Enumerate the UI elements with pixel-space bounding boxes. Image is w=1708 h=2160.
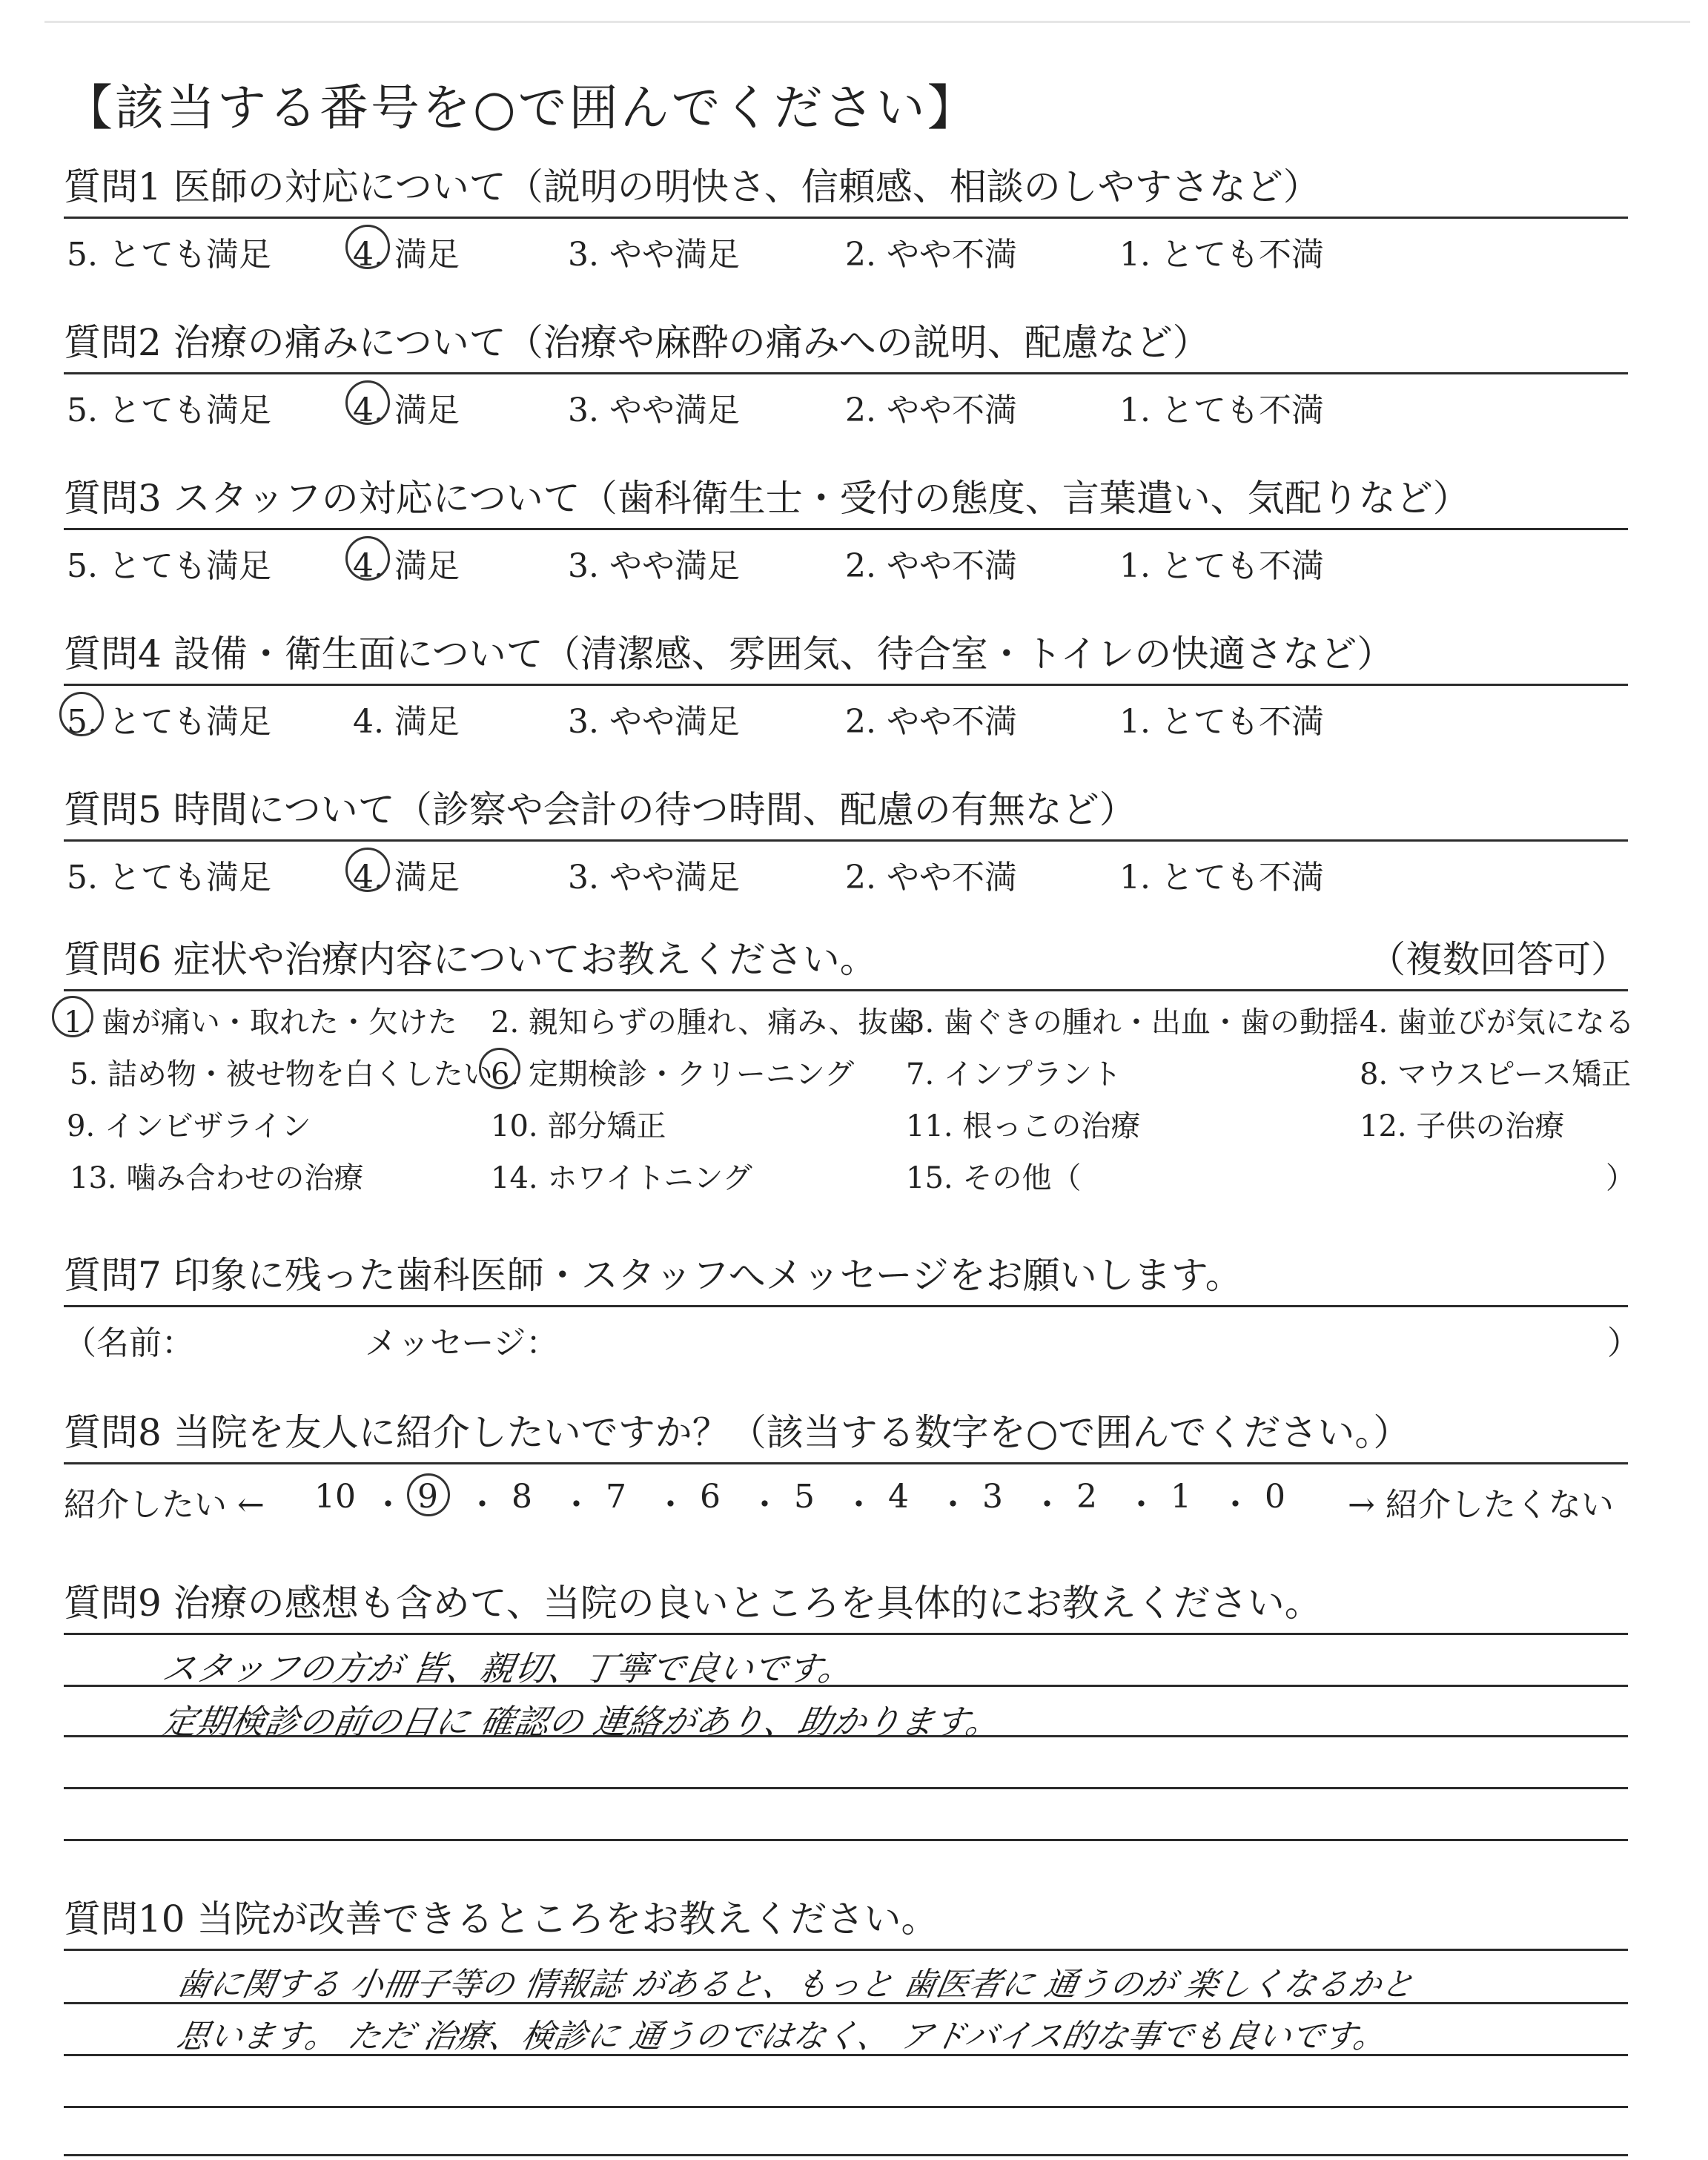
symptom-option[interactable]: 2. 親知らずの腫れ、痛み、抜歯: [491, 1005, 918, 1040]
scale-separator: ・: [1219, 1486, 1252, 1524]
question-4-rule: [64, 684, 1628, 686]
scale-separator: ・: [371, 1486, 405, 1524]
scale-value[interactable]: 10: [314, 1478, 356, 1516]
scale-separator: ・: [654, 1486, 687, 1524]
rating-option[interactable]: 4. 満足: [353, 703, 460, 741]
rating-option[interactable]: 1. とても不満: [1119, 703, 1324, 741]
question-6-title: 質問6 症状や治療内容についてお教えください。: [64, 938, 877, 981]
scale-separator: ・: [1030, 1486, 1064, 1524]
rating-option[interactable]: 4. 満足: [353, 392, 460, 429]
name-label: （名前：: [64, 1324, 194, 1362]
question-9: [64, 1579, 1628, 1635]
message-label: メッセージ：: [365, 1324, 559, 1362]
symptom-option[interactable]: 12. 子供の治療: [1360, 1109, 1565, 1143]
scale-left-label: 紹介したい ←: [64, 1486, 265, 1524]
question-1-rule: [64, 217, 1628, 219]
symptom-option[interactable]: 7. インプラント: [906, 1057, 1122, 1091]
question-5: [64, 786, 1628, 896]
question-3: [64, 475, 1628, 585]
symptom-options: [64, 999, 1635, 1221]
handwritten-answer-9-line-2: 定期検診の前の日に 確認の 連絡があり、助かります。: [159, 1702, 1004, 1742]
rating-option[interactable]: 4. 満足: [353, 547, 460, 585]
symptom-option[interactable]: 14. ホワイトニング: [491, 1161, 752, 1195]
rating-option[interactable]: 1. とても不満: [1119, 392, 1324, 429]
rating-option[interactable]: 2. やや不満: [845, 547, 1017, 585]
selected-circle-mark: [59, 692, 104, 736]
rating-option[interactable]: 2. やや不満: [845, 859, 1017, 896]
answer-line: [64, 1787, 1628, 1789]
scale-value[interactable]: 7: [606, 1478, 626, 1516]
rating-option[interactable]: 5. とても満足: [67, 236, 271, 274]
rating-option[interactable]: 5. とても満足: [67, 547, 271, 585]
rating-option[interactable]: 2. やや不満: [845, 703, 1017, 741]
question-10: [64, 1895, 1628, 1951]
handwritten-answer-9-line-1: スタッフの方が 皆、親切、丁寧で良いです。: [159, 1648, 857, 1688]
scan-edge-line: [44, 21, 1690, 23]
answer-line: [64, 1839, 1628, 1841]
question-9-rule: [64, 1633, 1628, 1635]
question-5-title: 質問5 時間について（診察や会計の待つ時間、配慮の有無など）: [64, 788, 1136, 831]
scale-separator: ・: [560, 1486, 593, 1524]
symptom-option[interactable]: 1. 歯が痛い・取れた・欠けた: [64, 1005, 457, 1040]
scale-value[interactable]: 6: [700, 1478, 721, 1516]
symptom-option[interactable]: 11. 根っこの治療: [906, 1109, 1141, 1143]
symptom-option[interactable]: 5. 詰め物・被せ物を白くしたい: [70, 1057, 493, 1091]
scale-separator: ・: [466, 1486, 499, 1524]
scale-value[interactable]: 1: [1171, 1478, 1191, 1516]
symptom-option[interactable]: 13. 噛み合わせの治療: [70, 1161, 364, 1195]
instructions-header: 【該当する番号を○で囲んでください】: [64, 79, 979, 136]
scale-separator: ・: [936, 1486, 970, 1524]
question-6: [64, 936, 1635, 1221]
selected-circle-mark: [345, 848, 390, 892]
message-close-paren: ）: [1607, 1324, 1640, 1362]
selected-circle-mark: [345, 536, 390, 581]
scale-separator: ・: [748, 1486, 781, 1524]
answer-line: [64, 2154, 1628, 2156]
selected-circle-mark: [479, 1048, 520, 1089]
question-3-title: 質問3 スタッフの対応について（歯科衛生士・受付の態度、言葉遣い、気配りなど）: [64, 477, 1470, 520]
scale-value[interactable]: 5: [794, 1478, 815, 1516]
question-10-title: 質問10 当院が改善できるところをお教えください。: [64, 1898, 939, 1941]
scale-value[interactable]: 2: [1076, 1478, 1097, 1516]
rating-option[interactable]: 3. やや満足: [568, 236, 740, 274]
scale-right-label: → 紹介したくない: [1348, 1486, 1614, 1524]
question-10-rule: [64, 1949, 1628, 1951]
symptom-option[interactable]: 8. マウスピース矯正: [1360, 1057, 1632, 1091]
rating-option[interactable]: 5. とても満足: [67, 392, 271, 429]
selected-circle-mark: [407, 1473, 450, 1516]
symptom-option[interactable]: 3. 歯ぐきの腫れ・出血・歯の動揺: [906, 1005, 1359, 1040]
question-8-title: 質問8 当院を友人に紹介したいですか？（該当する数字を○で囲んでください。）: [64, 1411, 1411, 1454]
question-5-rule: [64, 839, 1628, 842]
question-2-rule: [64, 372, 1628, 374]
handwritten-answer-10-line-2: 思います。 ただ 治療、検診に 通うのではなく、 アドバイス的な事でも良いです。: [173, 2018, 1390, 2055]
handwritten-answer-10-line-1: 歯に関する 小冊子等の 情報誌 があると、もっと 歯医者に 通うのが 楽しくなるかと: [173, 1966, 1417, 2004]
recommend-scale: [64, 1469, 1628, 1524]
question-3-rule: [64, 528, 1628, 530]
question-4: [64, 630, 1628, 741]
question-7-rule: [64, 1305, 1628, 1307]
question-6-rule: [64, 989, 1628, 991]
multiple-answers-note: （複数回答可）: [1368, 938, 1628, 981]
question-9-title: 質問9 治療の感想も含めて、当院の良いところを具体的にお教えください。: [64, 1582, 1322, 1625]
symptom-option[interactable]: 15. その他（: [906, 1161, 1082, 1195]
scale-separator: ・: [842, 1486, 875, 1524]
question-2-title: 質問2 治療の痛みについて（治療や麻酔の痛みへの説明、配慮など）: [64, 321, 1210, 364]
symptom-option[interactable]: 4. 歯並びが気になる: [1360, 1005, 1635, 1040]
rating-option[interactable]: 3. やや満足: [568, 392, 740, 429]
symptom-option[interactable]: 9. インビザライン: [67, 1109, 311, 1143]
question-1: [64, 163, 1628, 274]
rating-option[interactable]: 4. 満足: [353, 859, 460, 896]
rating-option[interactable]: 1. とても不満: [1119, 547, 1324, 585]
question-1-title: 質問1 医師の対応について（説明の明快さ、信頼感、相談のしやすさなど）: [64, 165, 1320, 208]
question-8-rule: [64, 1462, 1628, 1464]
question-7-title: 質問7 印象に残った歯科医師・スタッフへメッセージをお願いします。: [64, 1254, 1242, 1297]
rating-option[interactable]: 2. やや不満: [845, 392, 1017, 429]
rating-option[interactable]: 3. やや満足: [568, 859, 740, 896]
rating-option[interactable]: 2. やや不満: [845, 236, 1017, 274]
scale-separator: ・: [1125, 1486, 1158, 1524]
scale-value[interactable]: 4: [888, 1478, 909, 1516]
question-8: [64, 1409, 1628, 1524]
rating-option[interactable]: 4. 満足: [353, 236, 460, 274]
selected-circle-mark: [345, 225, 390, 269]
rating-option[interactable]: 1. とても不満: [1119, 236, 1324, 274]
answer-line: [64, 2106, 1628, 2108]
scale-value[interactable]: 0: [1265, 1478, 1285, 1516]
symptom-option[interactable]: 6. 定期検診・クリーニング: [491, 1057, 855, 1091]
question-2: [64, 319, 1628, 429]
selected-circle-mark: [345, 380, 390, 425]
rating-option[interactable]: 5. とても満足: [67, 703, 271, 741]
question-7: [64, 1252, 1640, 1362]
other-close-paren: ）: [1606, 1161, 1635, 1195]
rating-option[interactable]: 3. やや満足: [568, 547, 740, 585]
scale-value[interactable]: 9: [417, 1478, 438, 1516]
selected-circle-mark: [52, 996, 93, 1037]
symptom-option[interactable]: 10. 部分矯正: [491, 1109, 666, 1143]
rating-option[interactable]: 1. とても不満: [1119, 859, 1324, 896]
question-4-title: 質問4 設備・衛生面について（清潔感、雰囲気、待合室・トイレの快適さなど）: [64, 633, 1394, 676]
rating-option[interactable]: 3. やや満足: [568, 703, 740, 741]
rating-option[interactable]: 5. とても満足: [67, 859, 271, 896]
scale-value[interactable]: 8: [512, 1478, 532, 1516]
scale-value[interactable]: 3: [982, 1478, 1003, 1516]
